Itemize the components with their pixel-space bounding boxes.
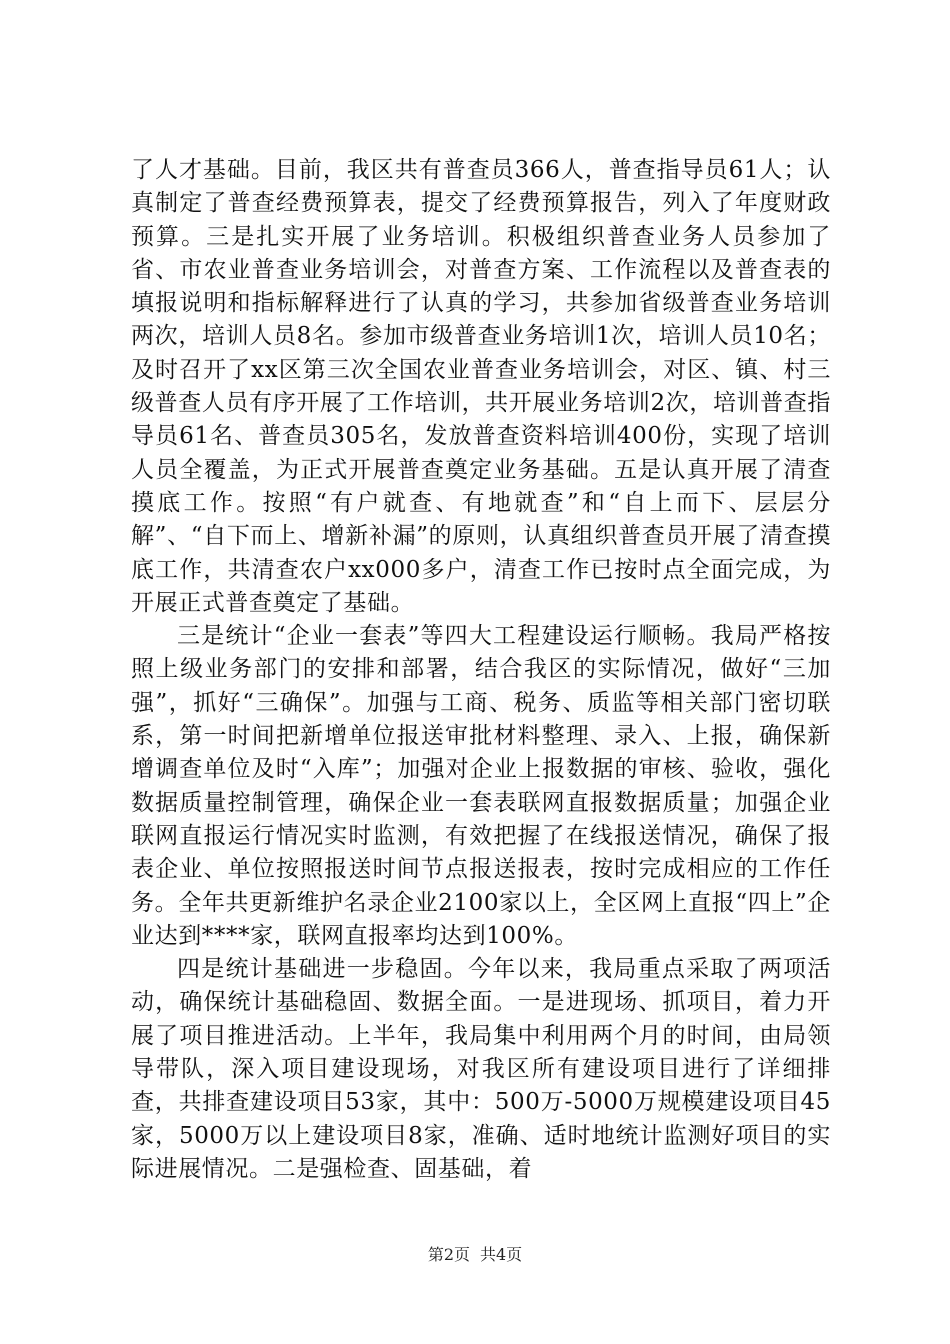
- page-total: 共4页: [480, 1245, 523, 1264]
- page-number: 第2页: [427, 1245, 470, 1264]
- page-footer: [0, 1242, 950, 1265]
- paragraph-3: 四是统计基础进一步稳固。今年以来，我局重点采取了两项活动，确保统计基础稳固、数据全面。一是进现场、抓项目，着力开展了项目推进活动。上半年，我局集中利用两个月的时间，由局领导带队，深入项目建设现场，对我区所有建设项目进行了详细排查，共排查建设项目53家，其中：500万-5000万规模建设项目45家，5000万以上建设项目8家，准确、适时地统计监测好项目的实际进展情况。二是强检查、固基础，着: [131, 956, 831, 1182]
- paragraph-1: 了人才基础。目前，我区共有普查员366人，普查指导员61人；认真制定了普查经费预算表，提交了经费预算报告，列入了年度财政预算。三是扎实开展了业务培训。积极组织普查业务人员参加了省、市农业普查业务培训会，对普查方案、工作流程以及普查表的填报说明和指标解释进行了认真的学习，共参加省级普查业务培训两次，培训人员8名。参加市级普查业务培训1次，培训人员10名；及时召开了xx区第三次全国农业普查业务培训会，对区、镇、村三级普查人员有序开展了工作培训，共开展业务培训2次，培训普查指导员61名、普查员305名，发放普查资料培训400份，实现了培训人员全覆盖，为正式开展普查奠定业务基础。五是认真开展了清查摸底工作。按照“有户就查、有地就查”和“自上而下、层层分解”、“自下而上、增新补漏”的原则，认真组织普查员开展了清查摸底工作，共清查农户xx000多户，清查工作已按时点全面完成，为开展正式普查奠定了基础。: [131, 157, 831, 616]
- paragraph-2: 三是统计“企业一套表”等四大工程建设运行顺畅。我局严格按照上级业务部门的安排和部署，结合我区的实际情况，做好“三加强”，抓好“三确保”。加强与工商、税务、质监等相关部门密切联系，第一时间把新增单位报送审批材料整理、录入、上报，确保新增调查单位及时“入库”；加强对企业上报数据的审核、验收，强化数据质量控制管理，确保企业一套表联网直报数据质量；加强企业联网直报运行情况实时监测，有效把握了在线报送情况，确保了报表企业、单位按照报送时间节点报送报表，按时完成相应的工作任务。全年共更新维护名录企业2100家以上，全区网上直报“四上”企业达到****家，联网直报率均达到100%。: [131, 623, 831, 949]
- document-body: [131, 154, 831, 1186]
